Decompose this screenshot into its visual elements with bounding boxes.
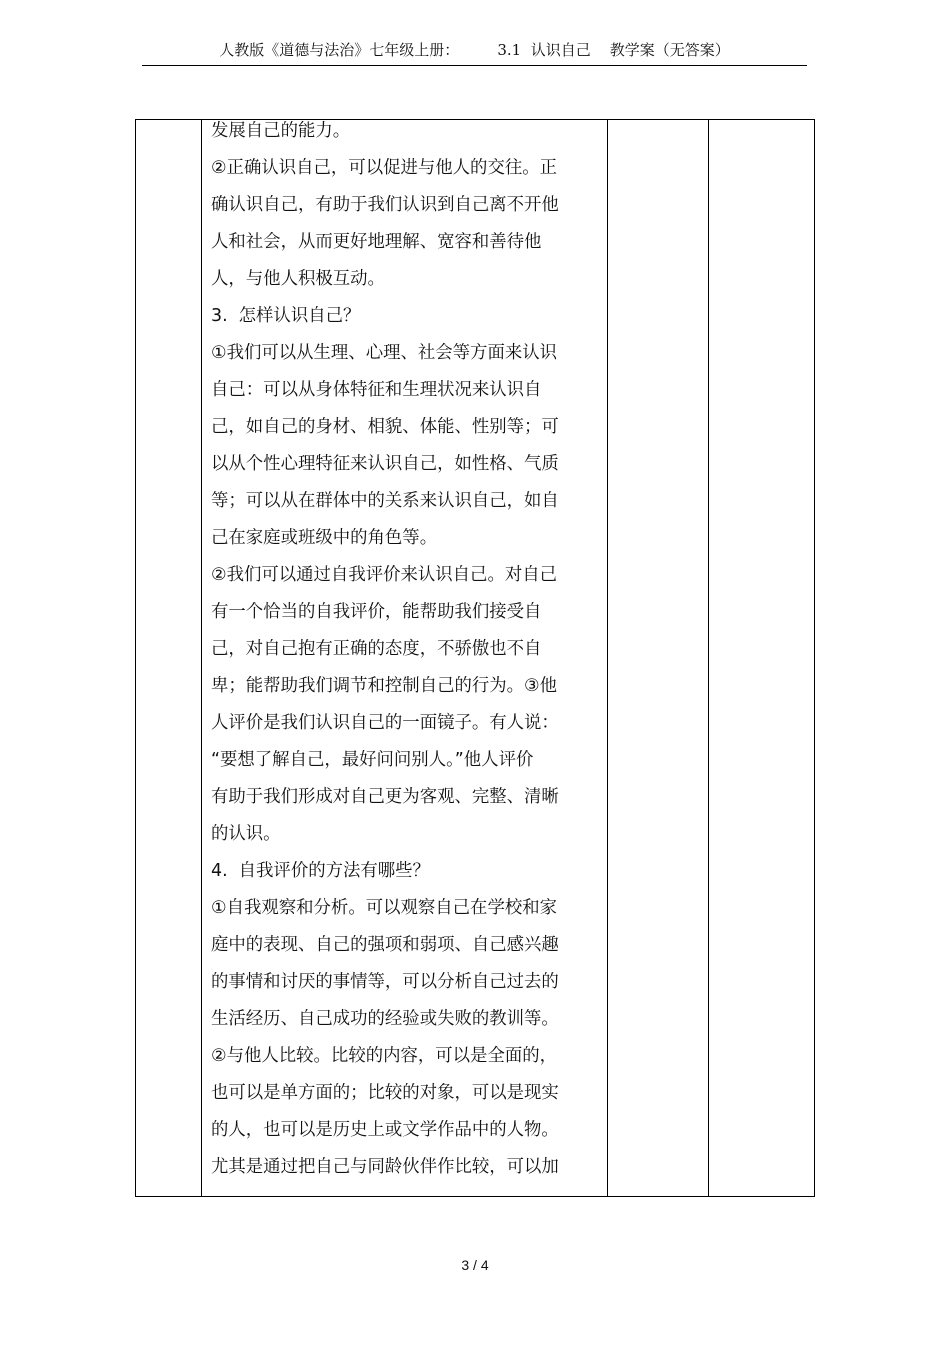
- content-line: 卑；能帮助我们调节和控制自己的行为。③他: [211, 676, 558, 696]
- content-line: 有一个恰当的自我评价，能帮助我们接受自: [211, 602, 542, 622]
- lesson-table: [135, 119, 815, 1197]
- content-line: 庭中的表现、自己的强项和弱项、自己感兴趣: [211, 935, 559, 955]
- content-line: 也可以是单方面的；比较的对象，可以是现实: [211, 1083, 559, 1103]
- content-line: ①我们可以从生理、心理、社会等方面来认识: [211, 343, 558, 363]
- content-line: 4. 自我评价的方法有哪些？: [211, 861, 430, 881]
- content-line: 己在家庭或班级中的角色等。: [211, 528, 438, 548]
- content-line: 己，对自己抱有正确的态度，不骄傲也不自: [211, 639, 542, 659]
- column-divider-3: [708, 120, 709, 1196]
- content-line: ①自我观察和分析。可以观察自己在学校和家: [211, 898, 558, 918]
- content-line: ②与他人比较。比较的内容，可以是全面的，: [211, 1046, 558, 1066]
- content-line: 确认识自己，有助于我们认识到自己离不开他: [211, 195, 559, 215]
- content-line: 人评价是我们认识自己的一面镜子。有人说：: [211, 713, 559, 733]
- content-line: 己，如自己的身材、相貌、体能、性别等；可: [211, 417, 559, 437]
- column-divider-1: [201, 120, 202, 1196]
- content-line: 发展自己的能力。: [211, 121, 351, 141]
- content-line: ②我们可以通过自我评价来认识自己。对自己: [211, 565, 558, 585]
- content-line: 自己：可以从身体特征和生理状况来认识自: [211, 380, 542, 400]
- header-divider: [142, 65, 807, 66]
- content-cell: [211, 120, 571, 1196]
- content-line: 以从个性心理特征来认识自己，如性格、气质: [211, 454, 559, 474]
- content-line: 的认识。: [211, 824, 281, 844]
- content-line: 的事情和讨厌的事情等，可以分析自己过去的: [211, 972, 559, 992]
- page-header-title: 人教版《道德与法治》七年级上册： 3.1 认识自己 教学案（无答案）: [219, 41, 730, 59]
- content-line: 3. 怎样认识自己？: [211, 306, 361, 326]
- content-line: 人和社会，从而更好地理解、宽容和善待他: [211, 232, 542, 252]
- content-line: “要想了解自己，最好问问别人。”他人评价: [211, 750, 534, 770]
- content-line: 生活经历、自己成功的经验或失败的教训等。: [211, 1009, 559, 1029]
- column-divider-2: [607, 120, 608, 1196]
- content-line: 人，与他人积极互动。: [211, 269, 385, 289]
- content-line: 尤其是通过把自己与同龄伙伴作比较，可以加: [211, 1157, 559, 1177]
- content-line: 等；可以从在群体中的关系来认识自己，如自: [211, 491, 559, 511]
- content-line: ②正确认识自己，可以促进与他人的交往。正: [211, 158, 558, 178]
- page-number: 3 / 4: [461, 1257, 489, 1273]
- content-line: 有助于我们形成对自己更为客观、完整、清晰: [211, 787, 559, 807]
- content-line: 的人，也可以是历史上或文学作品中的人物。: [211, 1120, 559, 1140]
